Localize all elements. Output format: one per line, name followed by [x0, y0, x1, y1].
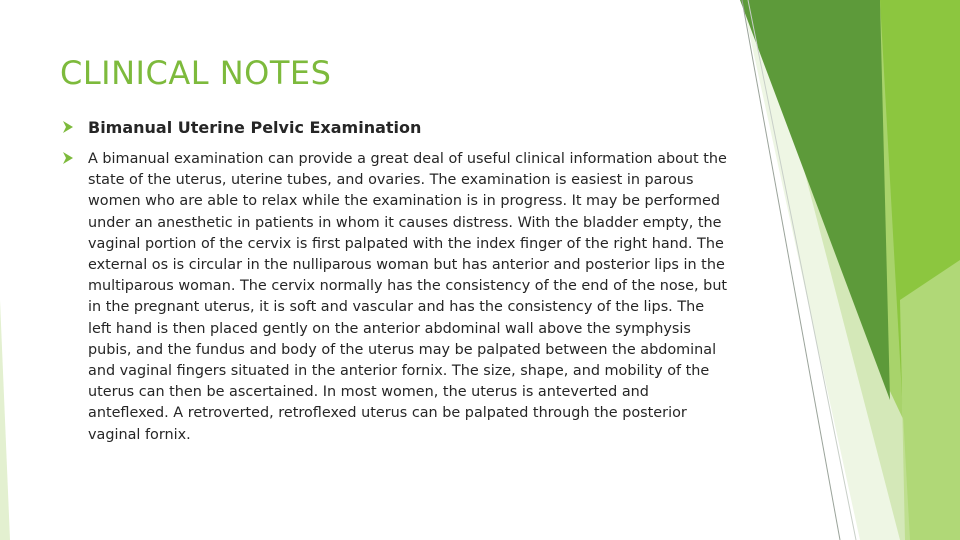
bullet-heading-text: Bimanual Uterine Pelvic Examination [88, 118, 422, 137]
bullet-item-heading [60, 118, 730, 138]
left-accent-strip [0, 300, 10, 540]
bullet-body-text: A bimanual examination can provide a great deal of useful clinical information about the state of the uterus, uterine tubes, and ovaries. The examination is easiest in parous women who are able to relax while the examination is in progress. It may be performed under an anesthetic in patients in whom it causes distress. With the bladder empty, the vaginal portion of the cervix is first palpated with the index finger of the right hand. The external os is circular in the nulliparous woman but has anterior and posterior lips in the multiparous woman. The cervix normally has the consistency of the end of the nose, but in the pregnant uterus, it is soft and vascular and has the consistency of the lips. The left hand is then placed gently on the anterior abdominal wall above the symphysis pubis, and the fundus and body of the uterus may be palpated between the abdominal and vaginal fingers situated in the anterior fornix. The size, shape, and mobility of the uterus can then be ascertained. In most women, the uterus is anteverted and anteflexed. A retroverted, retroflexed uterus can be palpated through the posterior vaginal fornix. [88, 151, 728, 443]
right-dark-shape [740, 0, 890, 400]
bullet-list [60, 118, 730, 457]
arrow-bullet-icon [62, 121, 74, 133]
bullet-item-body [60, 149, 730, 446]
arrow-bullet-icon [62, 152, 74, 164]
slide-title: CLINICAL NOTES [60, 54, 332, 92]
right-overlay-shape [900, 260, 960, 540]
